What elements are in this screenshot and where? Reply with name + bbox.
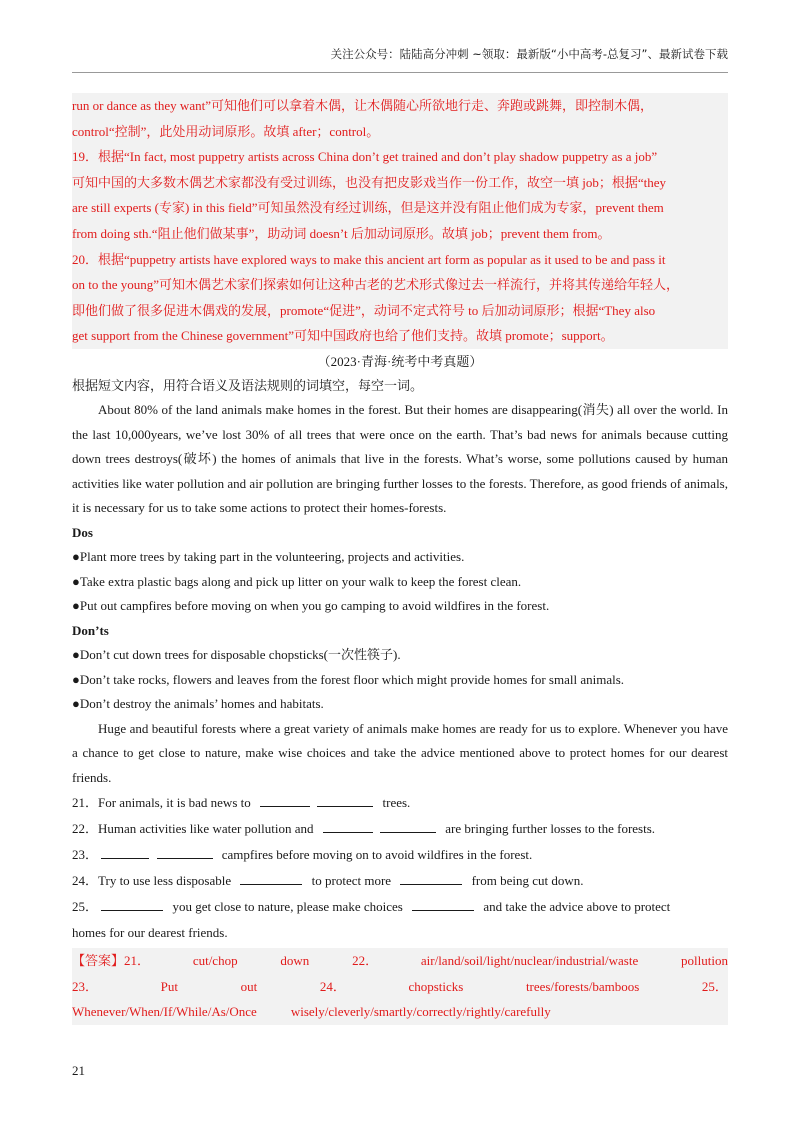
page-number: 21: [72, 1063, 85, 1078]
blank[interactable]: [323, 820, 373, 833]
explanation-line: run or dance as they want”可知他们可以拿着木偶，让木偶随心所欲地行走、奔跑或跳舞，即控制木偶，: [72, 98, 653, 113]
page-header: 关注公众号：陆陆高分冲刺 ~领取：最新版“小中高考-总复习”、最新试卷下载: [330, 47, 728, 61]
question-source: （2023·青海·统考中考真题）: [317, 353, 483, 369]
blank[interactable]: [157, 846, 213, 859]
explanation-line: control“控制”，此处用动词原形。故填 after；control。: [72, 123, 380, 139]
previous-answer-explanation: [72, 93, 728, 349]
dos-item: ●Plant more trees by taking part in the volunteering, projects and activities.: [72, 549, 465, 565]
dos-item: ●Put out campfires before moving on when you go camping to avoid wildfires in the forest.: [72, 598, 550, 614]
blank[interactable]: [260, 794, 310, 807]
answer-row: 23． Put out 24． chopsticks trees/forests/bamboos 25．: [72, 978, 728, 994]
question-25-continued: homes for our dearest friends.: [72, 925, 228, 941]
question-22: 22．Human activities like water pollution and are bringing further losses to the forests.: [72, 821, 656, 837]
blank[interactable]: [101, 898, 163, 911]
answer-row: Whenever/When/If/While/As/Once wisely/cleverly/smartly/correctly/rightly/carefully: [72, 1004, 551, 1020]
blank[interactable]: [400, 872, 462, 885]
blank[interactable]: [101, 846, 149, 859]
dos-title: Dos: [72, 524, 93, 540]
explanation-line: from doing sth.“阻止他们做某事”，助动词 doesn’t 后加动词原形。故填 job；prevent them from。: [72, 225, 611, 241]
donts-item: ●Don’t cut down trees for disposable chopsticks(一次性筷子).: [72, 647, 401, 663]
blank[interactable]: [412, 898, 474, 911]
donts-item: ●Don’t take rocks, flowers and leaves from the forest floor which might provide homes for small animals.: [72, 671, 625, 687]
blank[interactable]: [380, 820, 436, 833]
blank[interactable]: [240, 872, 302, 885]
explanation-line: 即他们做了很多促进木偶戏的发展，promote“促进”，动词不定式符号 to 后加动词原形；根据“They also: [72, 302, 656, 318]
blank[interactable]: [317, 794, 373, 807]
question-24: 24．Try to use less disposable to protect more from being cut down.: [72, 873, 584, 889]
question-23: 23． campfires before moving on to avoid wildfires in the forest.: [72, 847, 533, 863]
explanation-line: get support from the Chinese government”可知中国政府也给了他们支持。故填 promote；support。: [72, 328, 614, 344]
explanation-line: are still experts (专家) in this field”可知虽然没有经过训练，但是这并没有阻止他们成为专家，prevent them: [72, 200, 664, 216]
answer-key: [72, 948, 728, 1025]
question-21: 21．For animals, it is bad news to trees.: [72, 795, 411, 811]
explanation-line: 19．根据“In fact, most puppetry artists across China don’t get trained and don’t play shadow puppetry as a job”: [72, 149, 658, 165]
header-rule: [72, 72, 728, 73]
question-25: 25． you get close to nature, please make choices and take the advice above to protect: [72, 899, 671, 915]
page-content: [72, 93, 728, 1025]
dos-item: ●Take extra plastic bags along and pick up litter on your walk to keep the forest clean.: [72, 573, 522, 589]
explanation-line: 20．根据“puppetry artists have explored ways to make this ancient art form as popular as it used to be and pass it: [72, 251, 666, 267]
explanation-line: on to the young”可知木偶艺术家们探索如何让这种古老的艺术形式像过去一样流行，并将其传递给年轻人，: [72, 277, 680, 293]
donts-item: ●Don’t destroy the animals’ homes and habitats.: [72, 696, 324, 712]
answer-row: 【答案】21． cut/chop down 22． air/land/soil/light/nuclear/industrial/waste pollution: [72, 953, 728, 969]
instruction: 根据短文内容，用符合语义及语法规则的词填空，每空一词。: [72, 377, 424, 393]
donts-title: Don’ts: [72, 622, 109, 638]
passage-end: Huge and beautiful forests where a great variety of animals make homes are ready for us to explore. Whenever you have a chance to get close to nature, make wise choices and take the advice mentioned above to protect homes for our dearest friends.: [72, 720, 728, 785]
passage-intro: About 80% of the land animals make homes in the forest. But their homes are disappearing(消失) all over the world. In the last 10,000years, we’ve lost 30% of all trees that were once on the earth. That’s bad news for animals because cutting down trees destroys(破坏) the homes of animals that live in the forests. What’s worse, some pollutions caused by human activities like water pollution and air pollution are bringing further losses to the forests. Therefore, as good friends of animals, it is necessary for us to take some actions to protect their homes-forests.: [72, 402, 728, 516]
explanation-line: 可知中国的大多数木偶艺术家都没有受过训练，也没有把皮影戏当作一份工作，故空一填 job；根据“they: [72, 174, 667, 190]
